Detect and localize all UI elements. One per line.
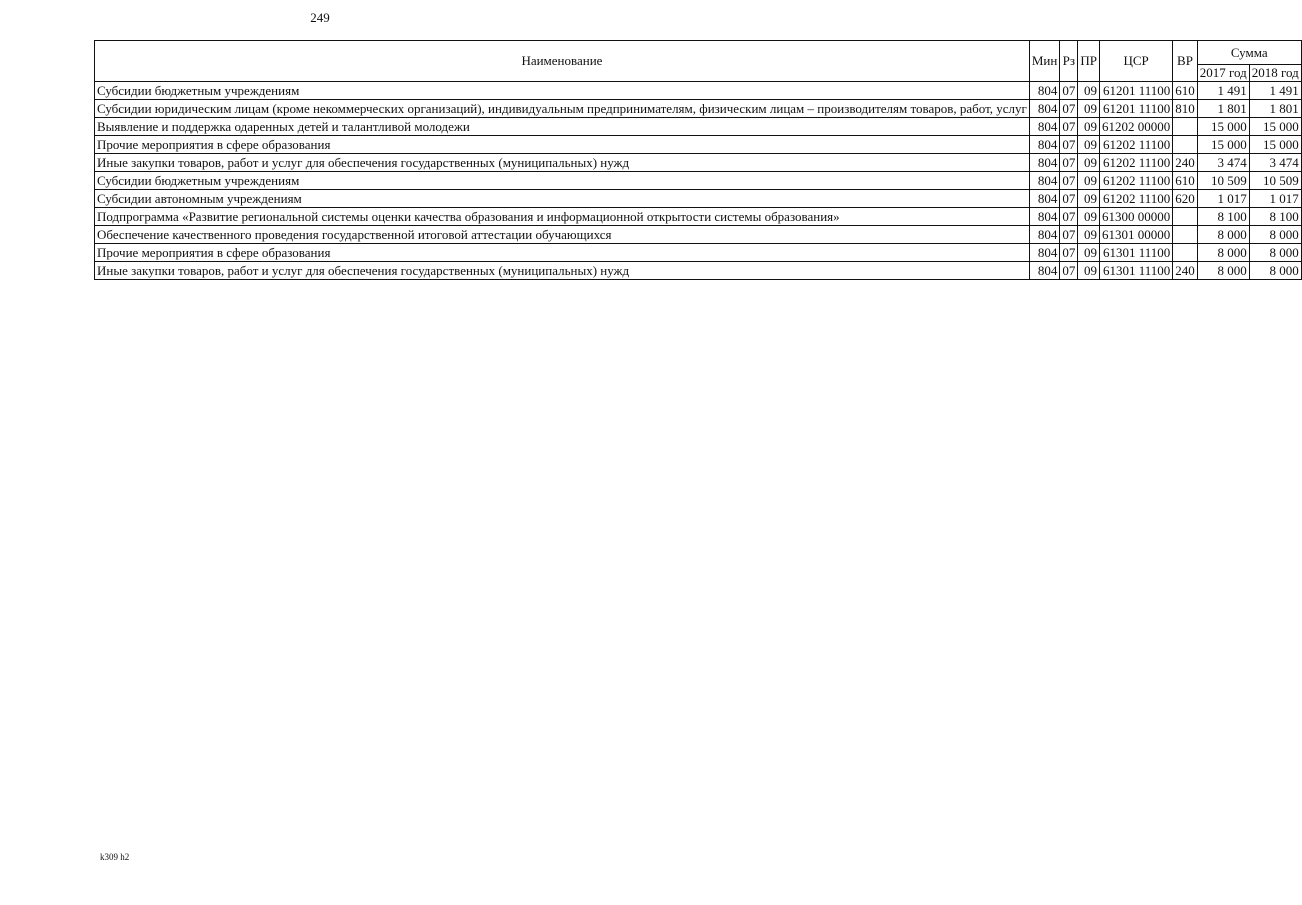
row-pr: 09: [1078, 82, 1100, 100]
row-sum-2018: 8 000: [1249, 244, 1301, 262]
row-vr: 610: [1173, 82, 1198, 100]
row-pr: 09: [1078, 244, 1100, 262]
row-sum-2018: 15 000: [1249, 118, 1301, 136]
row-min: 804: [1029, 226, 1059, 244]
row-pr: 09: [1078, 190, 1100, 208]
row-rz: 07: [1060, 154, 1078, 172]
row-csr: 61301 11100: [1099, 262, 1172, 280]
header-csr: ЦСР: [1099, 41, 1172, 82]
row-csr: 61300 00000: [1099, 208, 1172, 226]
row-pr: 09: [1078, 136, 1100, 154]
row-vr: [1173, 226, 1198, 244]
budget-table: [94, 40, 1302, 280]
row-sum-2017: 8 000: [1197, 262, 1249, 280]
row-sum-2018: 10 509: [1249, 172, 1301, 190]
table-row: [95, 154, 1302, 172]
footer-code: k309 h2: [100, 852, 130, 862]
row-name: Иные закупки товаров, работ и услуг для обеспечения государственных (муниципальных) нужд: [95, 154, 1030, 172]
row-name: Обеспечение качественного проведения государственной итоговой аттестации обучающихся: [95, 226, 1030, 244]
row-rz: 07: [1060, 226, 1078, 244]
table-body: [95, 82, 1302, 280]
table-row: [95, 172, 1302, 190]
row-vr: [1173, 136, 1198, 154]
row-name: Субсидии юридическим лицам (кроме некоммерческих организаций), индивидуальным предпринимателям, физическим лицам – производителям товаров, работ, услуг: [95, 100, 1030, 118]
row-sum-2018: 1 801: [1249, 100, 1301, 118]
row-vr: [1173, 118, 1198, 136]
row-pr: 09: [1078, 208, 1100, 226]
row-sum-2018: 8 000: [1249, 262, 1301, 280]
table-row: [95, 244, 1302, 262]
row-csr: 61202 11100: [1099, 190, 1172, 208]
row-min: 804: [1029, 208, 1059, 226]
header-name: Наименование: [95, 41, 1030, 82]
row-vr: 610: [1173, 172, 1198, 190]
row-sum-2017: 15 000: [1197, 118, 1249, 136]
row-sum-2017: 3 474: [1197, 154, 1249, 172]
row-rz: 07: [1060, 136, 1078, 154]
table-row: [95, 100, 1302, 118]
header-min: Мин: [1029, 41, 1059, 82]
row-csr: 61202 11100: [1099, 172, 1172, 190]
page-number: 249: [310, 10, 330, 25]
row-name: Субсидии бюджетным учреждениям: [95, 82, 1030, 100]
row-csr: 61201 11100: [1099, 100, 1172, 118]
row-min: 804: [1029, 82, 1059, 100]
row-vr: 620: [1173, 190, 1198, 208]
header-pr: ПР: [1078, 41, 1100, 82]
row-vr: [1173, 208, 1198, 226]
row-name: Субсидии автономным учреждениям: [95, 190, 1030, 208]
table-row: [95, 190, 1302, 208]
row-rz: 07: [1060, 82, 1078, 100]
row-name: Субсидии бюджетным учреждениям: [95, 172, 1030, 190]
table-row: [95, 136, 1302, 154]
row-csr: 61202 00000: [1099, 118, 1172, 136]
row-sum-2017: 8 100: [1197, 208, 1249, 226]
row-min: 804: [1029, 244, 1059, 262]
table-row: [95, 82, 1302, 100]
row-sum-2018: 1 017: [1249, 190, 1301, 208]
row-rz: 07: [1060, 100, 1078, 118]
row-sum-2017: 1 801: [1197, 100, 1249, 118]
row-sum-2018: 3 474: [1249, 154, 1301, 172]
row-csr: 61201 11100: [1099, 82, 1172, 100]
row-sum-2017: 8 000: [1197, 244, 1249, 262]
row-sum-2017: 1 491: [1197, 82, 1249, 100]
row-pr: 09: [1078, 262, 1100, 280]
row-sum-2018: 15 000: [1249, 136, 1301, 154]
row-pr: 09: [1078, 226, 1100, 244]
header-vr: ВР: [1173, 41, 1198, 82]
row-csr: 61301 11100: [1099, 244, 1172, 262]
row-sum-2017: 8 000: [1197, 226, 1249, 244]
row-vr: [1173, 244, 1198, 262]
row-pr: 09: [1078, 100, 1100, 118]
row-min: 804: [1029, 154, 1059, 172]
row-vr: 810: [1173, 100, 1198, 118]
header-sum: Сумма: [1197, 41, 1301, 65]
row-rz: 07: [1060, 172, 1078, 190]
row-min: 804: [1029, 262, 1059, 280]
row-min: 804: [1029, 172, 1059, 190]
row-min: 804: [1029, 100, 1059, 118]
row-pr: 09: [1078, 154, 1100, 172]
row-rz: 07: [1060, 244, 1078, 262]
row-min: 804: [1029, 118, 1059, 136]
row-rz: 07: [1060, 208, 1078, 226]
table-row: [95, 226, 1302, 244]
row-min: 804: [1029, 136, 1059, 154]
row-sum-2018: 8 000: [1249, 226, 1301, 244]
table-row: [95, 118, 1302, 136]
row-rz: 07: [1060, 190, 1078, 208]
row-csr: 61202 11100: [1099, 154, 1172, 172]
row-pr: 09: [1078, 172, 1100, 190]
header-rz: Рз: [1060, 41, 1078, 82]
row-name: Выявление и поддержка одаренных детей и талантливой молодежи: [95, 118, 1030, 136]
row-sum-2017: 15 000: [1197, 136, 1249, 154]
row-name: Подпрограмма «Развитие региональной системы оценки качества образования и информационной открытости системы образования»: [95, 208, 1030, 226]
row-sum-2017: 1 017: [1197, 190, 1249, 208]
row-pr: 09: [1078, 118, 1100, 136]
row-csr: 61301 00000: [1099, 226, 1172, 244]
row-sum-2017: 10 509: [1197, 172, 1249, 190]
row-csr: 61202 11100: [1099, 136, 1172, 154]
row-sum-2018: 8 100: [1249, 208, 1301, 226]
table-row: [95, 262, 1302, 280]
header-year-2018: 2018 год: [1249, 65, 1301, 82]
row-vr: 240: [1173, 262, 1198, 280]
row-rz: 07: [1060, 262, 1078, 280]
row-min: 804: [1029, 190, 1059, 208]
header-year-2017: 2017 год: [1197, 65, 1249, 82]
table-row: [95, 208, 1302, 226]
row-vr: 240: [1173, 154, 1198, 172]
row-name: Прочие мероприятия в сфере образования: [95, 244, 1030, 262]
row-rz: 07: [1060, 118, 1078, 136]
row-sum-2018: 1 491: [1249, 82, 1301, 100]
row-name: Иные закупки товаров, работ и услуг для обеспечения государственных (муниципальных) нужд: [95, 262, 1030, 280]
row-name: Прочие мероприятия в сфере образования: [95, 136, 1030, 154]
